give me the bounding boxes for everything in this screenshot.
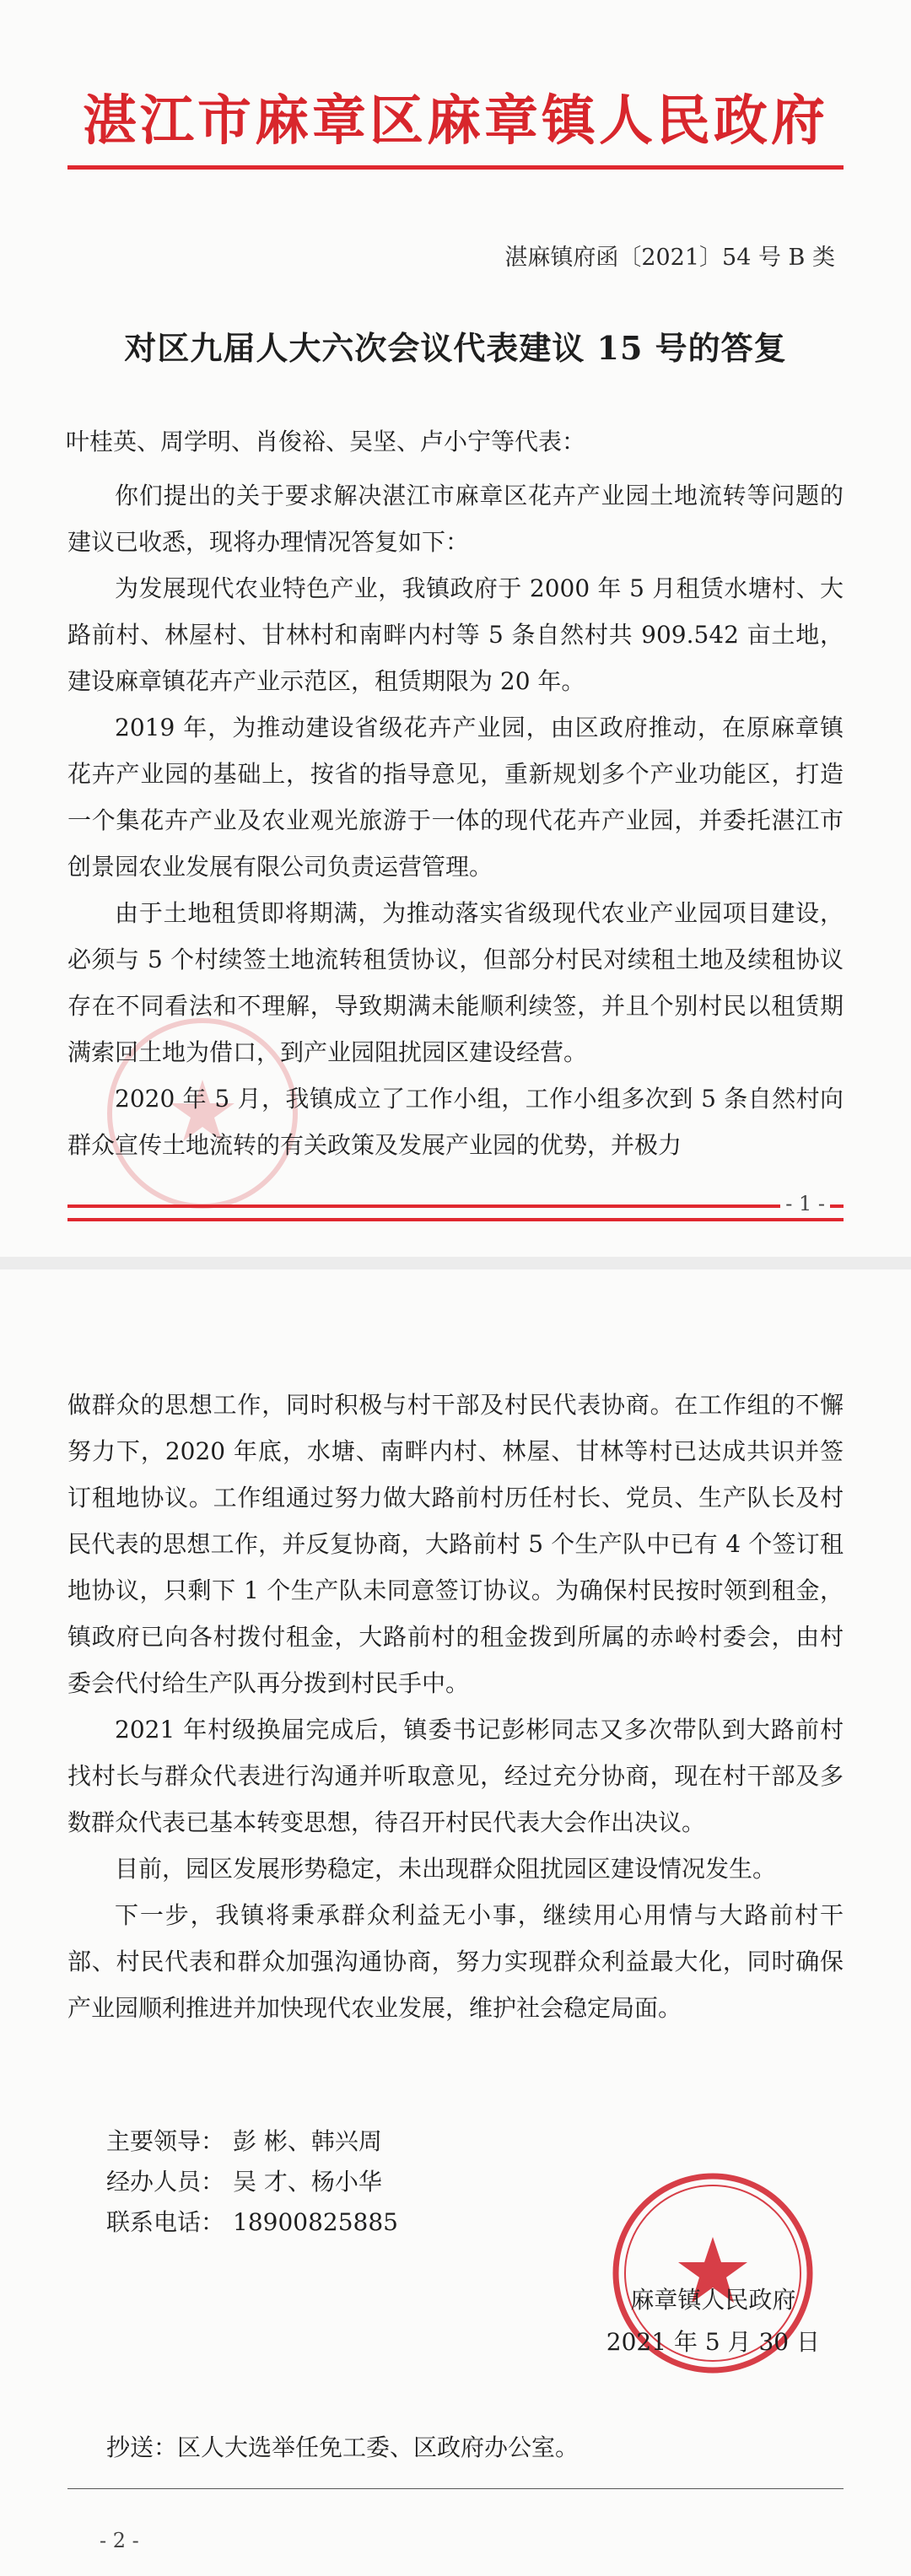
paragraph: 2019 年，为推动建设省级花卉产业园，由区政府推动，在原麻章镇花卉产业园的基础上，按省的指导意见，重新规划多个产业功能区，打造一个集花卉产业及农业观光旅游于一体的现代花卉产业园，并委托湛江市创景园农业发展有限公司负责运营管理。 [67, 714, 844, 881]
paragraph: 做群众的思想工作，同时积极与村干部及村民代表协商。在工作组的不懈努力下，2020 年底，水塘、南畔内村、林屋、甘林等村已达成共识并签订租地协议。工作组通过努力做大路前村历任村长、党员、生产队长及村民代表的思想工作，并反复协商，大路前村 5 个生产队中已有 4 个签订租地协议，只剩下 1 个生产队未同意签订协议。为确保村民按时领到租金，镇政府已向各村拨付租金，大路前村的租金拨到所属的赤岭村委会，由村委会代付给生产队再分拨到村民手中。 [67, 1391, 844, 1697]
page-number: - 1 - [780, 1192, 830, 1215]
letterhead: 湛江市麻章区麻章镇人民政府 [83, 89, 828, 153]
paragraph: 目前，园区发展形势稳定，未出现群众阻扰园区建设情况发生。 [115, 1855, 777, 1883]
page-number: - 2 - [94, 2529, 144, 2552]
salutation: 叶桂英、周学明、肖俊裕、吴坚、卢小宁等代表： [66, 428, 586, 455]
document-reference-number: 湛麻镇府函〔2021〕54 号 B 类 [504, 245, 835, 271]
signature-date: 2021 年 5 月 30 日 [606, 2328, 820, 2356]
signature-organization: 麻章镇人民政府 [630, 2286, 796, 2314]
page-2-body [67, 1382, 844, 2031]
paragraph: 为发展现代农业特色产业，我镇政府于 2000 年 5 月租赁水塘村、大路前村、林屋村、甘林村和南畔内村等 5 条自然村共 909.542 亩土地，建设麻章镇花卉产业示范区，租赁期限为 20 年。 [67, 574, 844, 695]
footer-rules [67, 1204, 844, 1221]
signature-block [606, 2279, 820, 2363]
paragraph: 2020 年 5 月，我镇成立了工作小组，工作小组多次到 5 条自然村向群众宣传土地流转的有关政策及发展产业园的优势，并极力 [67, 1085, 844, 1159]
contact-row-leader: 主要领导： 彭 彬、韩兴周 [106, 2127, 382, 2155]
contact-block [106, 2121, 398, 2243]
cc-line: 抄送：区人大选举任免工委、区政府办公室。 [106, 2433, 579, 2461]
letterhead-rule [67, 165, 844, 170]
page-1 [0, 0, 911, 1257]
page-1-body [67, 472, 844, 1168]
contact-row-handler: 经办人员： 吴 才、杨小华 [106, 2168, 382, 2196]
paragraph: 2021 年村级换届完成后，镇委书记彭彬同志又多次带队到大路前村找村长与群众代表进行沟通并听取意见，经过充分协商，现在村干部及多数群众代表已基本转变思想，待召开村民代表大会作出决议。 [67, 1716, 844, 1836]
document-title: 对区九届人大六次会议代表建议 15 号的答复 [124, 329, 787, 367]
paragraph: 你们提出的关于要求解决湛江市麻章区花卉产业园土地流转等问题的建议已收悉，现将办理情况答复如下： [67, 482, 844, 556]
paragraph: 下一步，我镇将秉承群众利益无小事，继续用心用情与大路前村干部、村民代表和群众加强沟通协商，努力实现群众利益最大化，同时确保产业园顺利推进并加快现代农业发展，维护社会稳定局面。 [67, 1901, 844, 2022]
paragraph: 由于土地租赁即将期满，为推动落实省级现代农业产业园项目建设，必须与 5 个村续签土地流转租赁协议，但部分村民对续租土地及续租协议存在不同看法和不理解，导致期满未能顺利续签，并且个别村民以租赁期满索回土地为借口，到产业园阻扰园区建设经营。 [67, 899, 844, 1066]
contact-row-phone: 联系电话： 18900825885 [106, 2208, 398, 2236]
cc-divider [67, 2488, 844, 2489]
